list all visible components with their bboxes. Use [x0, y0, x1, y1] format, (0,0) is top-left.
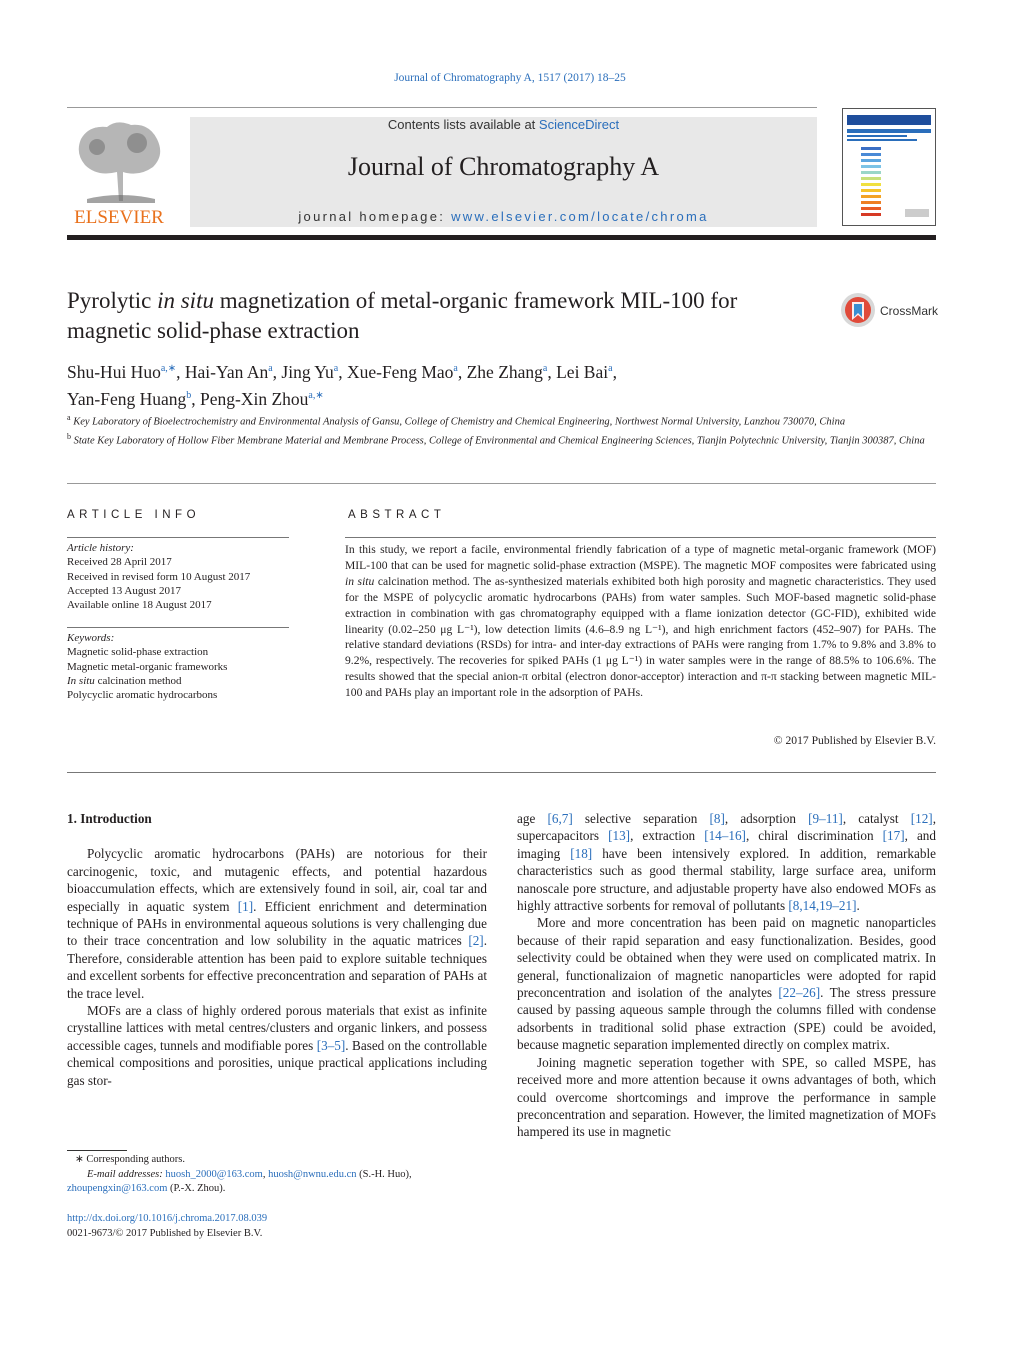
footnote-rule	[67, 1150, 127, 1151]
paragraph	[517, 810, 936, 914]
paragraph-text: MOFs are a class of highly ordered porous materials that exist as infinite crystalline lattices with metal centres/clusters and organic linkers, and possess accessible cages, tunnels and modifiable pores	[67, 1003, 487, 1053]
doi-block	[67, 1212, 487, 1241]
crossmark-badge[interactable]	[840, 290, 940, 330]
email-link[interactable]: huosh@nwnu.edu.cn	[268, 1168, 357, 1180]
affiliation-b-text: State Key Laboratory of Hollow Fiber Membrane Material and Membrane Process, College of Environmental and Chemical Engineering Sciences, Tianjin Polytechnic University, Tianjin 300387, China	[71, 435, 925, 447]
abstract-end-rule	[67, 772, 936, 773]
citation-link[interactable]: [8]	[709, 811, 725, 826]
paragraph-text: , and imaging	[517, 828, 936, 861]
citation-link[interactable]: [12]	[910, 811, 933, 826]
author-affil-sup[interactable]: a	[542, 363, 548, 374]
citation-link[interactable]: [2]	[468, 933, 484, 949]
citation-link[interactable]: [18]	[570, 845, 593, 861]
keyword: Magnetic metal-organic frameworks	[67, 660, 228, 673]
author[interactable]	[67, 362, 176, 382]
author-name: Zhe Zhang	[466, 361, 543, 382]
abstract-italic: in situ	[345, 574, 375, 588]
author-separator: ,	[338, 361, 347, 382]
author-affil-sup[interactable]: a	[333, 363, 339, 374]
author[interactable]	[347, 362, 458, 382]
citation-link[interactable]: [17]	[882, 828, 905, 844]
abstract-copyright: © 2017 Published by Elsevier B.V.	[773, 734, 936, 747]
journal-citation[interactable]: Journal of Chromatography A, 1517 (2017) 18–25	[394, 72, 626, 84]
abstract-part-2: calcination method. The as-synthesized materials exhibited both high porosity and magnetic characteristics. They used for the MSPE of polycyclic aromatic hydrocarbons (PAHs) from water samples. Such MOF-based magnetic solid-phase extraction in combination with gas chromatography equipped with a flame ionization detector (GC-FID), exhibited wide linearity (0.02–250 μg L⁻¹), low detection limits (4.6–8.9 ng L⁻¹), and high enrichment factors (452–907) for PAHs. The relative standard deviations (RSDs) for intra- and inter-day extractions of PAHs were ranging from 1.7% to 9.8% and 3.8% to 9.2%, respectively. The recoveries for spiked PAHs (1 μg L⁻¹) in water samples were in the range of 88.5% to 106.6%. The results showed that the special anion-π orbital (electron donor-acceptor) interaction and π-π stacking between magnetic MIL-100 and PAHs play an important role in the adsorption of PAHs.	[345, 574, 936, 700]
author[interactable]	[185, 362, 273, 382]
paragraph-text: More and more concentration has been paid on magnetic nanoparticles because of their rapid separation and easy functionalization. Besides, good selectivity could be obtained when they were used on complicated matrix. In general, functionalizaion of magnetic nanoparticles were adopted for rapid preconcentration and isolation of the analytes	[517, 915, 936, 1001]
paragraph-text: . Therefore, considerable attention has been paid to explore suitable techniques and excellent sorbents for effective preconcentration and separation of PAHs at the trace level.	[67, 933, 487, 1001]
author[interactable]	[200, 389, 324, 409]
doi-link[interactable]: http://dx.doi.org/10.1016/j.chroma.2017.08.039	[67, 1213, 268, 1224]
author-name: Peng-Xin Zhou	[200, 388, 309, 409]
keyword-rest: calcination method	[97, 674, 182, 687]
keywords	[67, 631, 289, 702]
citation-link[interactable]: [3–5]	[316, 1037, 346, 1053]
history-online: Available online 18 August 2017	[67, 599, 212, 612]
affiliation-divider	[67, 483, 936, 484]
author-separator: ,	[547, 361, 557, 382]
citation-link[interactable]: [8,14,19–21]	[788, 898, 857, 914]
keyword-italic: In situ	[67, 674, 95, 687]
history-accepted: Accepted 13 August 2017	[67, 584, 181, 597]
issn-line: 0021-9673/© 2017 Published by Elsevier B.V.	[67, 1227, 263, 1239]
citation-link[interactable]: [6,7]	[547, 811, 573, 826]
author[interactable]	[67, 389, 191, 409]
email-line	[67, 1182, 487, 1197]
author-affil-sup[interactable]: a	[268, 363, 273, 374]
history-received: Received 28 April 2017	[67, 556, 172, 569]
footnotes	[67, 1153, 487, 1197]
paragraph-text: , supercapacitors	[517, 811, 936, 844]
paragraph-text: .	[856, 898, 860, 914]
author-separator: ,	[612, 361, 617, 382]
journal-homepage	[190, 209, 817, 224]
paragraph-text: age	[517, 811, 548, 826]
author-name: Jing Yu	[281, 361, 334, 382]
affiliation-b	[67, 430, 937, 449]
paragraph-text: , extraction	[630, 828, 705, 844]
author-affil-sup[interactable]: b	[186, 389, 192, 401]
affiliation-label-b: b	[67, 432, 71, 441]
author-separator: ,	[176, 361, 185, 382]
paragraph-text: . Based on the controllable chemical compositions and porosities, unique practical applications including gas stor-	[67, 1037, 487, 1088]
paragraph-text: , chiral discrimination	[745, 828, 883, 844]
author[interactable]	[467, 362, 548, 382]
citation-link[interactable]: [13]	[608, 828, 631, 844]
paragraph-text: . The stress pressure caused by passing aqueous sample through the columns filled with condense adsorbents in traditional solid phase extraction (SPE) could be avoided, because magnetic separation implemented directly on complex matrix.	[517, 985, 936, 1053]
paragraph	[67, 845, 487, 1002]
history-label: Article history:	[67, 542, 134, 554]
citation-link[interactable]: [14–16]	[704, 828, 746, 844]
email-owner: (S.-H. Huo),	[356, 1168, 412, 1180]
author-separator: ,	[457, 361, 467, 382]
article-history	[67, 541, 289, 612]
author-name: Shu-Hui Huo	[67, 361, 161, 382]
affiliation-label-a: a	[67, 413, 71, 422]
contents-line	[190, 117, 817, 132]
email-label: E-mail addresses:	[87, 1168, 166, 1180]
journal-cover-thumbnail[interactable]	[842, 108, 936, 226]
corresponding-note: ∗ Corresponding authors.	[75, 1154, 185, 1165]
header-thick-rule	[67, 235, 936, 240]
keyword: Magnetic solid-phase extraction	[67, 646, 209, 659]
sciencedirect-link[interactable]: ScienceDirect	[538, 117, 620, 132]
keywords-label: Keywords:	[67, 632, 115, 644]
journal-name: Journal of Chromatography A	[347, 152, 660, 181]
paragraph	[517, 914, 936, 1053]
affiliation-a	[67, 411, 937, 430]
crossmark-label: CrossMark	[880, 304, 939, 318]
keyword: Polycyclic aromatic hydrocarbons	[67, 689, 218, 702]
author-name: Yan-Feng Huang	[67, 388, 187, 409]
abstract-part-1: In this study, we report a facile, environmental friendly fabrication of a type of magnetic metal-organic framework (MOF) MIL-100 that can be used for magnetic solid-phase extraction (MSPE). The magnetic MOF composites were fabricated using	[345, 543, 936, 572]
section-title: 1. Introduction	[67, 811, 152, 826]
author-list	[67, 357, 937, 411]
paragraph-text: Polycyclic aromatic hydrocarbons (PAHs) are notorious for their carcinogenic, toxic, and mutagenic effects, and potential hazardous bioaccumulation effects, which are extensively found in soil, air, coal tar and especially in aquatic system	[67, 846, 487, 914]
author-affil-sup[interactable]: a	[608, 363, 613, 374]
author[interactable]	[281, 362, 338, 382]
citation-link[interactable]: [22–26]	[778, 985, 821, 1001]
citation-link[interactable]: [1]	[237, 898, 254, 914]
email-line: E-mail addresses: huosh_2000@163.com, huosh@nwnu.edu.cn (S.-H. Huo),	[87, 1168, 412, 1180]
author-affil-sup[interactable]: a	[453, 363, 458, 374]
title-part-2: magnetization of metal-organic framework MIL-100 for magnetic solid-phase extraction	[67, 288, 738, 343]
header-divider	[67, 107, 817, 108]
author-name: Hai-Yan An	[184, 361, 269, 382]
paragraph	[67, 1002, 487, 1089]
author-separator: ,	[272, 361, 282, 382]
email-owner: (P.-X. Zhou).	[167, 1183, 226, 1194]
paragraph-text: , catalyst	[842, 811, 911, 826]
elsevier-logo[interactable]	[67, 117, 172, 229]
abstract-text	[345, 542, 936, 701]
paragraph-text: have been intensively explored. In addition, remarkable characteristics such as good thermal stability, large surface area, uniform nanoscale pore structure, and adjustable property have also endowed MOFs as highly attractive sorbents for removal of pollutants	[517, 845, 936, 914]
title-italic: in situ	[157, 288, 214, 313]
email-link[interactable]: zhoupengxin@163.com	[67, 1183, 168, 1194]
homepage-prefix: journal homepage:	[298, 209, 452, 224]
title-part-1: Pyrolytic	[67, 288, 158, 313]
svg-text:ELSEVIER: ELSEVIER	[74, 207, 164, 228]
article-title	[67, 286, 827, 346]
history-revised: Received in revised form 10 August 2017	[67, 570, 251, 583]
author-name: Lei Bai	[556, 361, 609, 382]
author[interactable]	[556, 362, 612, 382]
paragraph-text: , adsorption	[724, 811, 809, 826]
affiliation-a-text: Key Laboratory of Bioelectrochemistry and Environmental Analysis of Gansu, College of Chemistry and Chemical Engineering, Northwest Normal University, Lanzhou 730070, China	[70, 416, 846, 428]
keywords-rule	[67, 627, 289, 628]
author-name: Xue-Feng Mao	[346, 361, 454, 382]
article-info-heading: ARTICLE INFO	[67, 509, 201, 521]
email-link[interactable]: huosh_2000@163.com	[165, 1168, 263, 1180]
body-right-column	[517, 810, 936, 1141]
paragraph-text: . Efficient enrichment and determination technique of PAHs in environmental aqueous solutions is very challenging due to their trace concentration and low solubility in the aquatic matrices	[67, 898, 487, 949]
citation-link[interactable]: [9–11]	[808, 811, 843, 826]
contents-prefix: Contents lists available at	[387, 117, 539, 132]
body-left-column	[67, 810, 487, 1089]
affiliations	[67, 411, 937, 449]
keyword	[67, 674, 289, 688]
abstract-heading: ABSTRACT	[348, 509, 446, 521]
article-info-rule	[67, 537, 289, 538]
author-affil-sup[interactable]: a,∗	[160, 363, 177, 374]
paragraph-text: selective separation	[572, 811, 710, 826]
author-separator: ,	[191, 388, 201, 409]
paragraph: Joining magnetic seperation together with SPE, so called MSPE, has received more and more attention because it owns advantages of both, which could overcome shortcomings and improve the performance in sample preconcentration and separation. However, the limited magnetization of MOFs hampered its use in magnetic	[517, 1054, 936, 1140]
homepage-link[interactable]: www.elsevier.com/locate/chroma	[451, 209, 709, 224]
abstract-rule	[345, 537, 936, 538]
author-affil-sup[interactable]: a,∗	[308, 389, 324, 401]
